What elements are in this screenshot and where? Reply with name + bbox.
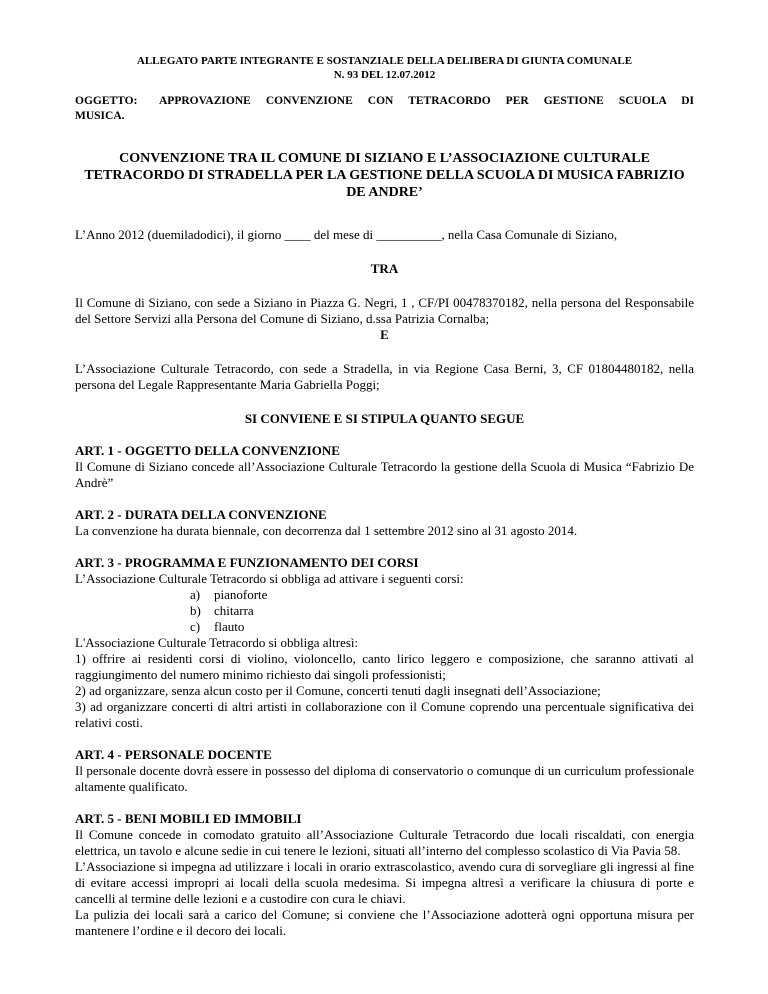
article-3-intro: L’Associazione Culturale Tetracordo si obbliga ad attivare i seguenti corsi:	[75, 571, 464, 586]
title-line-1: CONVENZIONE TRA IL COMUNE DI SIZIANO E L’ASSOCIAZIONE CULTURALE	[119, 151, 650, 166]
article-3-item-3: 3) ad organizzare concerti di altri artisti in collaborazione con il Comune coprendo una percentuale significativa dei relativi costi.	[75, 699, 694, 730]
party-2-paragraph: L’Associazione Culturale Tetracordo, con sede a Stradella, in via Regione Casa Berni, 3, CF 01804480182, nella persona del Legale Rappresentante Maria Gabriella Poggi;	[75, 361, 694, 392]
title-line-2: TETRACORDO DI STRADELLA PER LA GESTIONE DELLA SCUOLA DI MUSICA FABRIZIO	[84, 168, 685, 183]
course-label: pianoforte	[214, 587, 268, 602]
article-2-text: La convenzione ha durata biennale, con decorrenza dal 1 settembre 2012 sino al 31 agosto 2014.	[75, 523, 578, 538]
document-header	[75, 54, 694, 82]
title-line-3: DE ANDRE’	[346, 185, 423, 200]
course-mark: b)	[190, 603, 201, 618]
article-5-paragraph-2: L’Associazione si impegna ad utilizzare i locali in orario extrascolastico, avendo cura di sorvegliare gli ingressi al fine di evitare accessi impropri ai locali della scuola medesima. Si impegna altresì a verificare la chiusura di porte e cancelli al termine delle lezioni e a custodire con cura le chiavi.	[75, 859, 694, 906]
article-3-item-1: 1) offrire ai residenti corsi di violino, violoncello, canto lirico leggero e composizione, che saranno attivati al raggiungimento del numero minimo richiesto dai singoli professionisti;	[75, 651, 694, 682]
document-title	[75, 150, 694, 201]
article-1	[75, 443, 694, 491]
subject-block	[75, 94, 694, 109]
party-1-paragraph: Il Comune di Siziano, con sede a Siziano in Piazza G. Negri, 1 , CF/PI 00478370182, nella persona del Responsabile del Settore Servizi alla Persona del Comune di Siziano, d.ssa Patrizia Cornalba;	[75, 295, 694, 326]
header-line-2: N. 93 DEL 12.07.2012	[333, 69, 436, 81]
article-2	[75, 507, 694, 539]
course-list	[75, 587, 694, 635]
course-mark: c)	[190, 619, 201, 634]
tra-heading: TRA	[370, 261, 399, 276]
agreement-heading: SI CONVIENE E SI STIPULA QUANTO SEGUE	[244, 411, 525, 426]
article-5-paragraph-3: La pulizia dei locali sarà a carico del Comune; si conviene che l’Associazione adotterà ogni opportuna misura per mantenere l’ordine e il decoro dei locali.	[75, 907, 694, 938]
e-heading: E	[380, 327, 389, 342]
course-mark: a)	[190, 587, 201, 602]
subject-label: OGGETTO:	[75, 95, 138, 107]
article-5-title: ART. 5 - BENI MOBILI ED IMMOBILI	[75, 811, 302, 826]
subject-text-line-2: MUSICA.	[75, 110, 125, 122]
course-item	[190, 603, 694, 619]
course-item	[190, 619, 694, 635]
article-1-text: Il Comune di Siziano concede all’Associazione Culturale Tetracordo la gestione della Scuola di Musica “Fabrizio De Andrè”	[75, 459, 694, 490]
course-label: chitarra	[214, 603, 254, 618]
article-4-title: ART. 4 - PERSONALE DOCENTE	[75, 747, 272, 762]
article-3-title: ART. 3 - PROGRAMMA E FUNZIONAMENTO DEI CORSI	[75, 555, 419, 570]
course-item	[190, 587, 694, 603]
article-4	[75, 747, 694, 795]
article-1-title: ART. 1 - OGGETTO DELLA CONVENZIONE	[75, 443, 340, 458]
article-2-title: ART. 2 - DURATA DELLA CONVENZIONE	[75, 507, 327, 522]
article-5-paragraph-1: Il Comune concede in comodato gratuito all’Associazione Culturale Tetracordo due locali riscaldati, con energia elettrica, un tavolo e alcune sedie in cui tenere le lezioni, situati all’interno del complesso scolastico di Via Pavia 58.	[75, 827, 694, 858]
article-3-item-2: 2) ad organizzare, senza alcun costo per il Comune, concerti tenuti dagli insegnati dell’Associazione;	[75, 683, 601, 698]
subject-text-line-1: APPROVAZIONE CONVENZIONE CON TETRACORDO PER GESTIONE SCUOLA DI	[159, 95, 694, 107]
article-3-also: L'Associazione Culturale Tetracordo si obbliga altresì:	[75, 635, 359, 650]
article-4-text: Il personale docente dovrà essere in possesso del diploma di conservatorio o comunque di un curriculum professionale altamente qualificato.	[75, 763, 694, 794]
header-line-1: ALLEGATO PARTE INTEGRANTE E SOSTANZIALE DELLA DELIBERA DI GIUNTA COMUNALE	[136, 55, 633, 67]
article-5	[75, 811, 694, 939]
article-3	[75, 555, 694, 731]
course-label: flauto	[214, 619, 245, 634]
intro-paragraph: L’Anno 2012 (duemiladodici), il giorno ____ del mese di __________, nella Casa Comunale di Siziano,	[75, 227, 618, 242]
